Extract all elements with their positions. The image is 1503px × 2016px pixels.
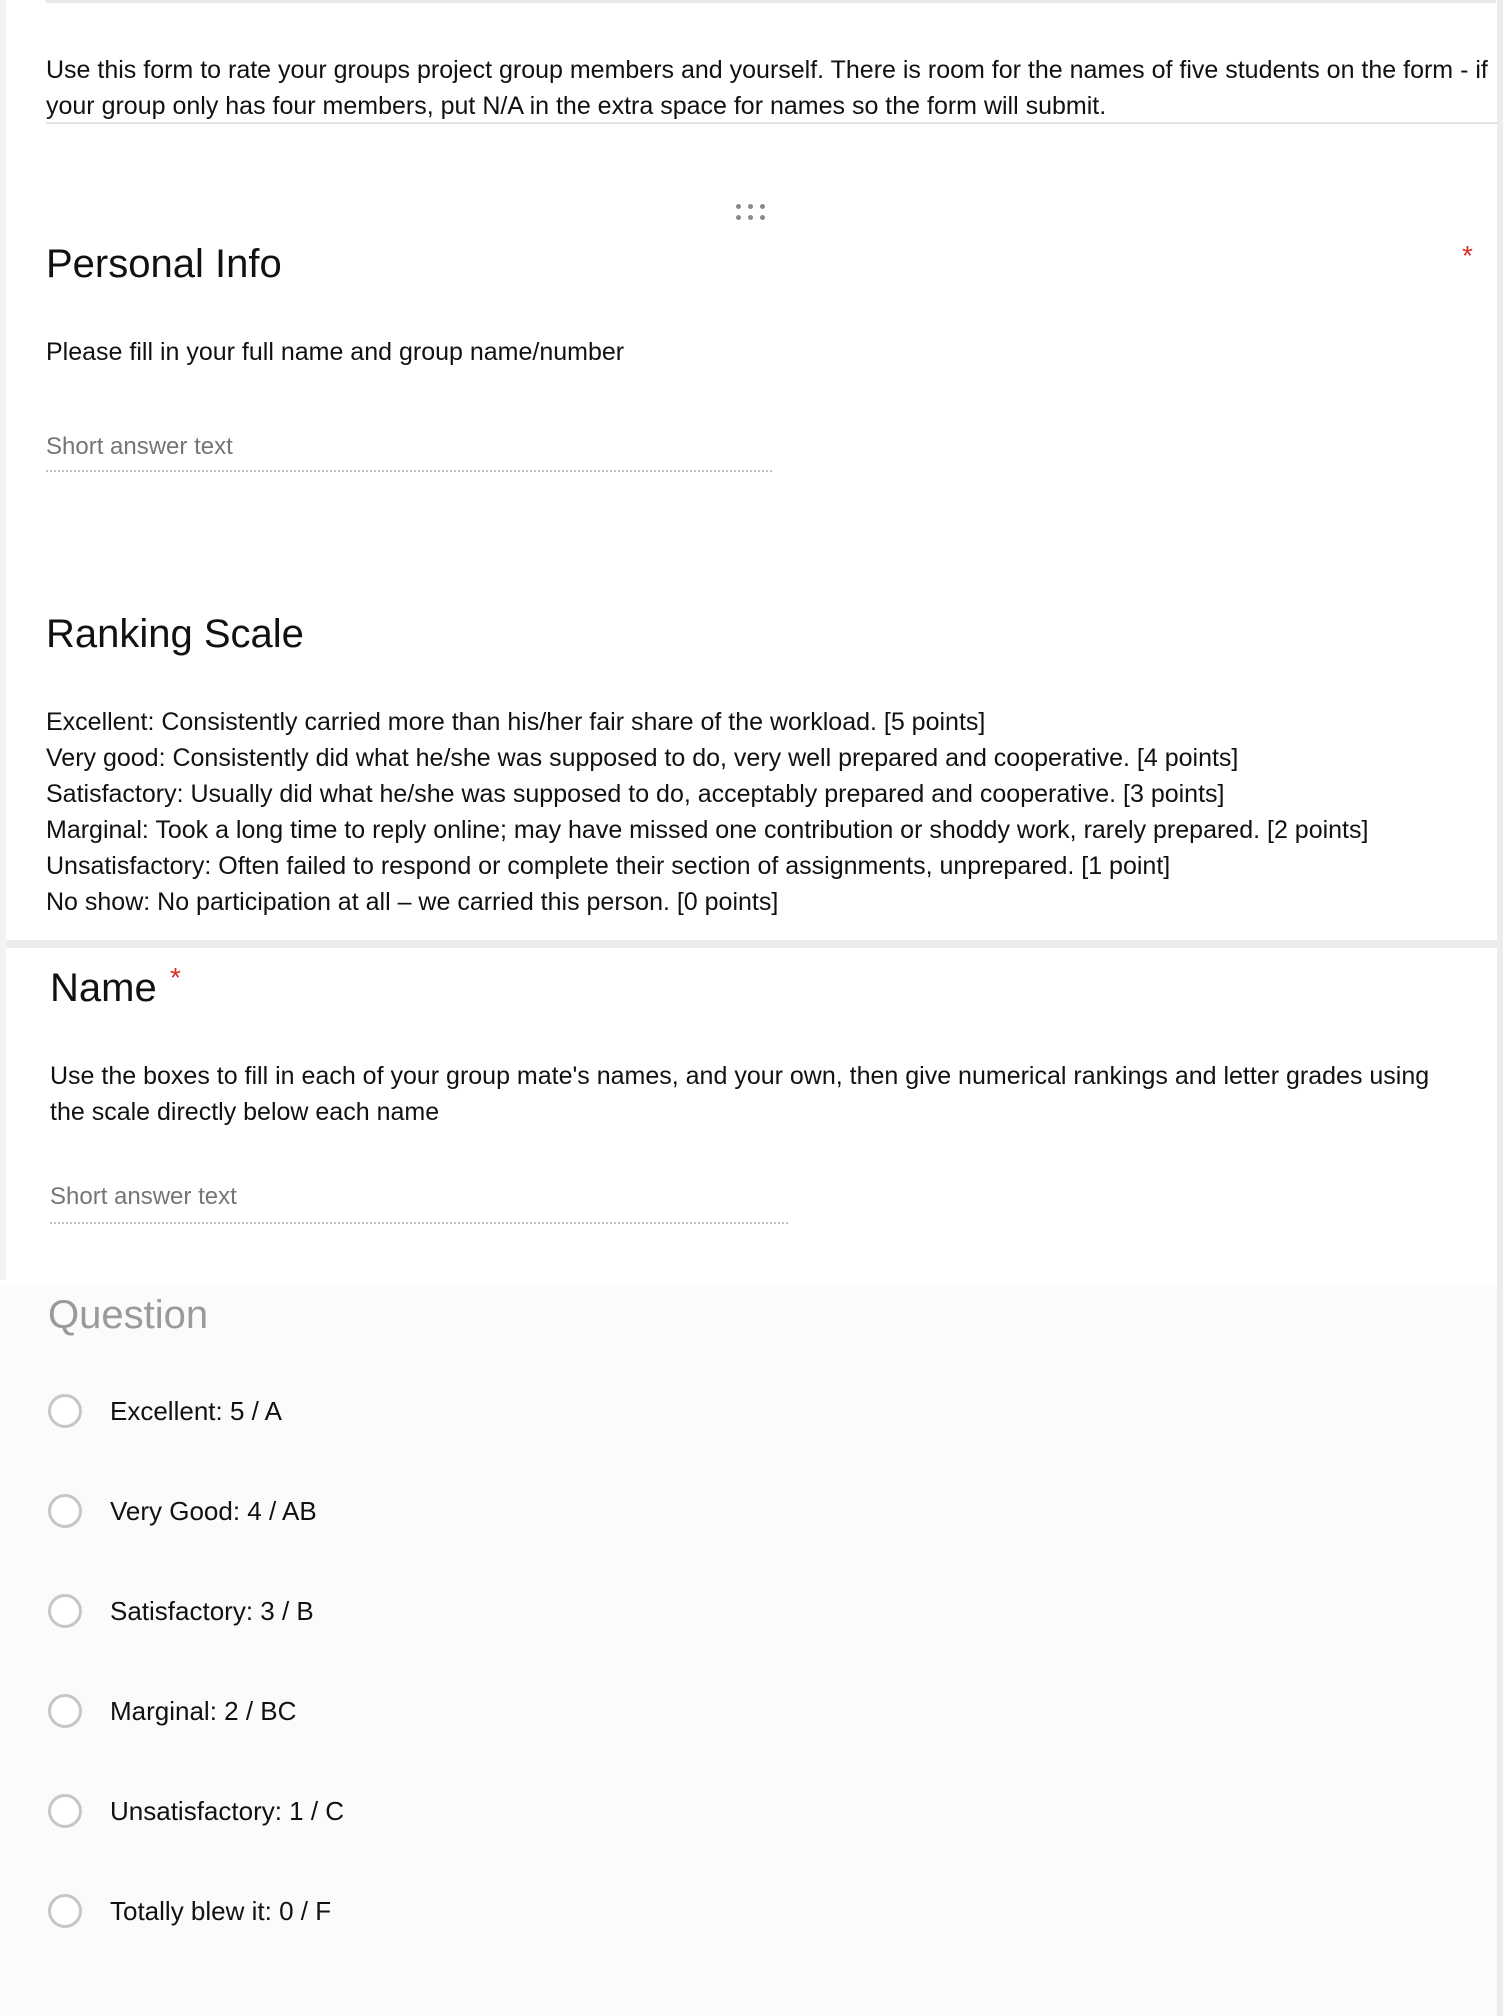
card-separator	[6, 940, 1497, 948]
radio-button[interactable]	[48, 1494, 82, 1528]
option-satisfactory[interactable]	[48, 1590, 314, 1632]
option-label: Very Good: 4 / AB	[110, 1495, 317, 1526]
drag-handle-icon[interactable]	[736, 202, 772, 222]
name-question-description[interactable]: Use the boxes to fill in each of your group mate's names, and your own, then give numerical rankings and letter grades using the scale directly below each name	[50, 1062, 1430, 1126]
name-short-answer-input[interactable]	[50, 1182, 786, 1212]
name-answer-underline	[50, 1222, 788, 1224]
question-title[interactable]: Question	[48, 1293, 209, 1337]
ranking-scale-item: Unsatisfactory: Often failed to respond or complete their section of assignments, unprepared. [1 point]	[46, 852, 1171, 880]
radio-button[interactable]	[48, 1594, 82, 1628]
ranking-scale-item: Satisfactory: Usually did what he/she was supposed to do, acceptably prepared and cooperative. [3 points]	[46, 780, 1225, 808]
ranking-scale-list	[46, 704, 1496, 920]
ranking-scale-item: Very good: Consistently did what he/she was supposed to do, very well prepared and cooperative. [4 points]	[46, 744, 1239, 772]
ranking-scale-title[interactable]: Ranking Scale	[46, 612, 304, 656]
personal-info-title[interactable]: Personal Info	[46, 242, 282, 286]
form-description: Use this form to rate your groups project group members and yourself. There is room for the names of five students on the form - if your group only has four members, put N/A in the extra space for names so the form will submit.	[46, 56, 1488, 120]
option-label: Excellent: 5 / A	[110, 1395, 282, 1426]
ranking-scale-item: Marginal: Took a long time to reply online; may have missed one contribution or shoddy work, rarely prepared. [2 points]	[46, 816, 1369, 844]
description-divider	[46, 122, 1498, 124]
option-very-good[interactable]	[48, 1490, 317, 1532]
option-label: Totally blew it: 0 / F	[110, 1895, 332, 1926]
ranking-scale-item: No show: No participation at all – we carried this person. [0 points]	[46, 888, 779, 916]
name-question-title[interactable]: Name	[50, 966, 157, 1010]
option-unsatisfactory[interactable]	[48, 1790, 344, 1832]
personal-info-short-answer-input[interactable]	[46, 432, 770, 462]
left-edge	[0, 0, 6, 1280]
personal-info-answer-underline	[46, 470, 772, 472]
option-excellent[interactable]	[48, 1390, 282, 1432]
option-marginal[interactable]	[48, 1690, 296, 1732]
option-label: Marginal: 2 / BC	[110, 1695, 297, 1726]
personal-info-required-marker: *	[1462, 240, 1473, 271]
radio-button[interactable]	[48, 1794, 82, 1828]
radio-button[interactable]	[48, 1694, 82, 1728]
option-label: Satisfactory: 3 / B	[110, 1595, 314, 1626]
name-question-required-marker: *	[170, 962, 181, 993]
radio-button[interactable]	[48, 1394, 82, 1428]
radio-button[interactable]	[48, 1894, 82, 1928]
option-label: Unsatisfactory: 1 / C	[110, 1795, 345, 1826]
ranking-scale-item: Excellent: Consistently carried more than his/her fair share of the workload. [5 points]	[46, 708, 986, 736]
personal-info-description[interactable]: Please fill in your full name and group name/number	[46, 338, 625, 366]
option-totally-blew-it[interactable]	[48, 1890, 331, 1932]
right-scroll-edge	[1497, 0, 1503, 2016]
top-border	[46, 0, 1496, 3]
